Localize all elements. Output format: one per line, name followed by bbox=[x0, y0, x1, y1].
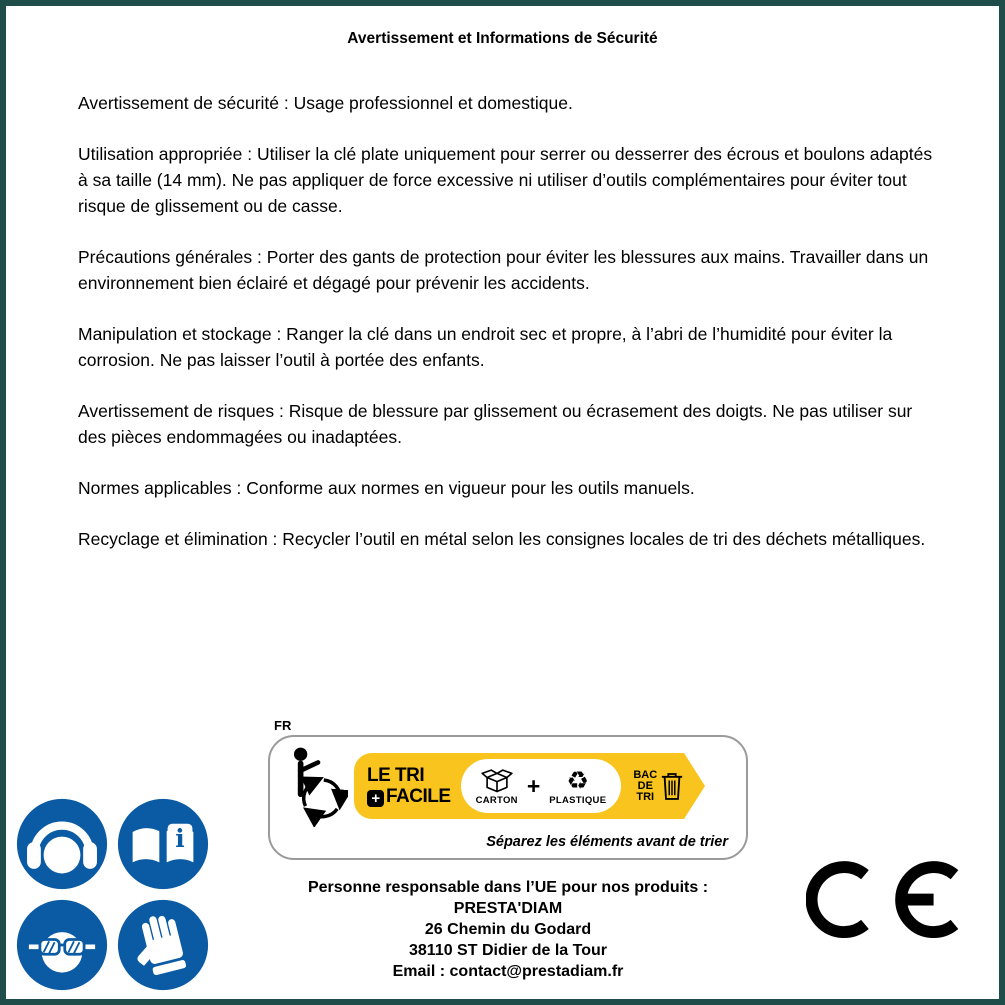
address-street: 26 Chemin du Godard bbox=[424, 921, 592, 938]
paragraph-avertissement-risques: Avertissement de risques : Risque de blessure par glissement ou écrasement des doigts. Ne pas utiliser sur des pièces endommagées ou inadaptées. bbox=[78, 401, 913, 447]
sorting-caption: Séparez les éléments avant de trier bbox=[486, 834, 728, 850]
material-carton bbox=[476, 766, 518, 806]
paragraph-utilisation-appropriee: Utilisation appropriée : Utiliser la clé plate uniquement pour serrer ou desserrer des écrous et boulons adaptés à sa taille (14 mm). Ne pas appliquer de force excessive ni utiliser d’outils complémentaires pour éviter tout risque de glissement ou de casse. bbox=[78, 144, 933, 216]
material-label: CARTON bbox=[475, 795, 518, 806]
address-city: 38110 ST Didier de la Tour bbox=[409, 942, 607, 959]
responsible-intro: Personne responsable dans l’UE pour nos produits : bbox=[307, 879, 709, 896]
material-plastique bbox=[549, 767, 606, 806]
wear-eye-protection-icon bbox=[16, 899, 108, 991]
le-tri-facile-banner bbox=[354, 753, 684, 819]
recycling-symbol-icon: ♻ bbox=[566, 765, 590, 795]
country-code-label: FR bbox=[274, 718, 292, 733]
read-instruction-manual-icon bbox=[117, 798, 209, 890]
tri-facile-box bbox=[268, 735, 748, 860]
facile-line: FACILE bbox=[386, 786, 451, 807]
sorting-info-block bbox=[268, 718, 748, 860]
wear-ear-protection-icon bbox=[16, 798, 108, 890]
info-glyph: i bbox=[175, 823, 185, 853]
contact-email: Email : contact@prestadiam.fr bbox=[392, 963, 624, 980]
bac-de-tri-label: BAC DE TRI bbox=[633, 768, 658, 803]
company-name: PRESTA'DIAM bbox=[453, 900, 563, 917]
responsible-person-block bbox=[268, 877, 748, 982]
plus-icon: + bbox=[367, 790, 384, 807]
paragraph-normes-applicables: Normes applicables : Conforme aux normes en vigueur pour les outils manuels. bbox=[78, 478, 695, 498]
le-tri-facile-title bbox=[367, 765, 451, 807]
safety-paragraphs bbox=[6, 48, 999, 552]
triman-icon bbox=[284, 745, 348, 827]
materials-pill bbox=[461, 759, 622, 813]
paragraph-manipulation-stockage: Manipulation et stockage : Ranger la clé dans un endroit sec et propre, à l’abri de l’humidité pour éviter la corrosion. Ne pas laisser l’outil à portée des enfants. bbox=[78, 324, 893, 370]
wear-protective-gloves-icon bbox=[117, 899, 209, 991]
paragraph-recyclage-elimination: Recyclage et élimination : Recycler l’outil en métal selon les consignes locales de tri des déchets métalliques. bbox=[78, 529, 926, 549]
mandatory-pictograms bbox=[16, 798, 209, 991]
paragraph-avertissement-securite: Avertissement de sécurité : Usage professionnel et domestique. bbox=[78, 93, 573, 113]
bac-de-tri bbox=[633, 770, 684, 803]
material-label: PLASTIQUE bbox=[549, 794, 607, 806]
ce-marking-icon bbox=[806, 854, 974, 946]
paragraph-precautions-generales: Précautions générales : Porter des gants de protection pour éviter les blessures aux mains. Travailler dans un environnement bien éclairé et dégagé pour prévenir les accidents. bbox=[78, 247, 929, 293]
page-title: Avertissement et Informations de Sécurité bbox=[347, 30, 658, 47]
carton-box-icon bbox=[479, 766, 515, 794]
le-tri-line: LE TRI bbox=[367, 765, 425, 786]
trash-bin-icon bbox=[660, 770, 684, 802]
plus-separator: + bbox=[526, 772, 541, 799]
